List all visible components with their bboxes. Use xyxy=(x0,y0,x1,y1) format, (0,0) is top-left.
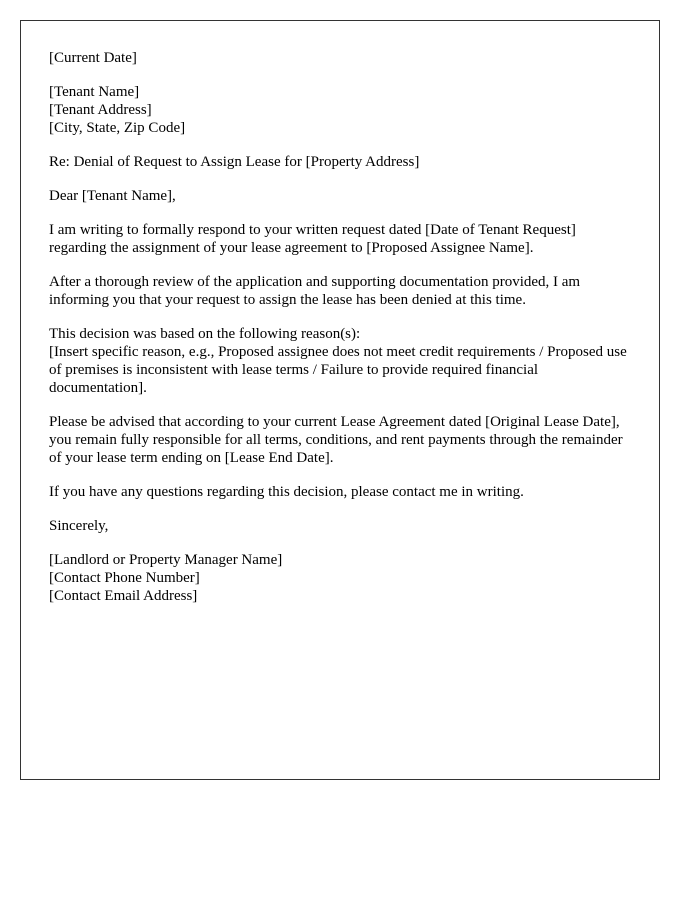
reasons-intro: This decision was based on the following reason(s): xyxy=(49,326,361,342)
recipient-city-state-zip: [City, State, Zip Code] xyxy=(49,120,186,136)
paragraph-request-text: I am writing to formally respond to your written request dated [Date of Tenant Request] regarding the assignment of your lease agreement to [Proposed Assignee Name]. xyxy=(49,222,576,256)
paragraph-responsibility xyxy=(49,413,629,467)
paragraph-decision xyxy=(49,273,629,309)
letter-body xyxy=(49,49,629,621)
closing-block xyxy=(49,517,629,535)
paragraph-responsibility-text: Please be advised that according to your current Lease Agreement dated [Original Lease Date], you remain fully responsible for all terms, conditions, and rent payments through the remainder of your lease term ending on [Lease End Date]. xyxy=(49,414,623,466)
signature-block xyxy=(49,551,629,605)
signature-phone: [Contact Phone Number] xyxy=(49,570,200,586)
signature-email: [Contact Email Address] xyxy=(49,588,198,604)
recipient-name: [Tenant Name] xyxy=(49,84,140,100)
signature-name: [Landlord or Property Manager Name] xyxy=(49,552,283,568)
reasons-text: [Insert specific reason, e.g., Proposed assignee does not meet credit requirements / Proposed use of premises is inconsistent with lease terms / Failure to provide required financial documentation]. xyxy=(49,344,627,396)
date-block xyxy=(49,49,629,67)
letter-page xyxy=(20,20,660,780)
salutation: Dear [Tenant Name], xyxy=(49,188,176,204)
paragraph-contact xyxy=(49,483,629,501)
paragraph-decision-text: After a thorough review of the application and supporting documentation provided, I am informing you that your request to assign the lease has been denied at this time. xyxy=(49,274,581,308)
subject-block xyxy=(49,153,629,171)
closing: Sincerely, xyxy=(49,518,109,534)
letter-date: [Current Date] xyxy=(49,50,137,66)
salutation-block xyxy=(49,187,629,205)
paragraph-request xyxy=(49,221,629,257)
recipient-address: [Tenant Address] xyxy=(49,102,152,118)
reasons-block xyxy=(49,325,629,397)
subject-line: Re: Denial of Request to Assign Lease for [Property Address] xyxy=(49,154,420,170)
recipient-block xyxy=(49,83,629,137)
paragraph-contact-text: If you have any questions regarding this decision, please contact me in writing. xyxy=(49,484,524,500)
